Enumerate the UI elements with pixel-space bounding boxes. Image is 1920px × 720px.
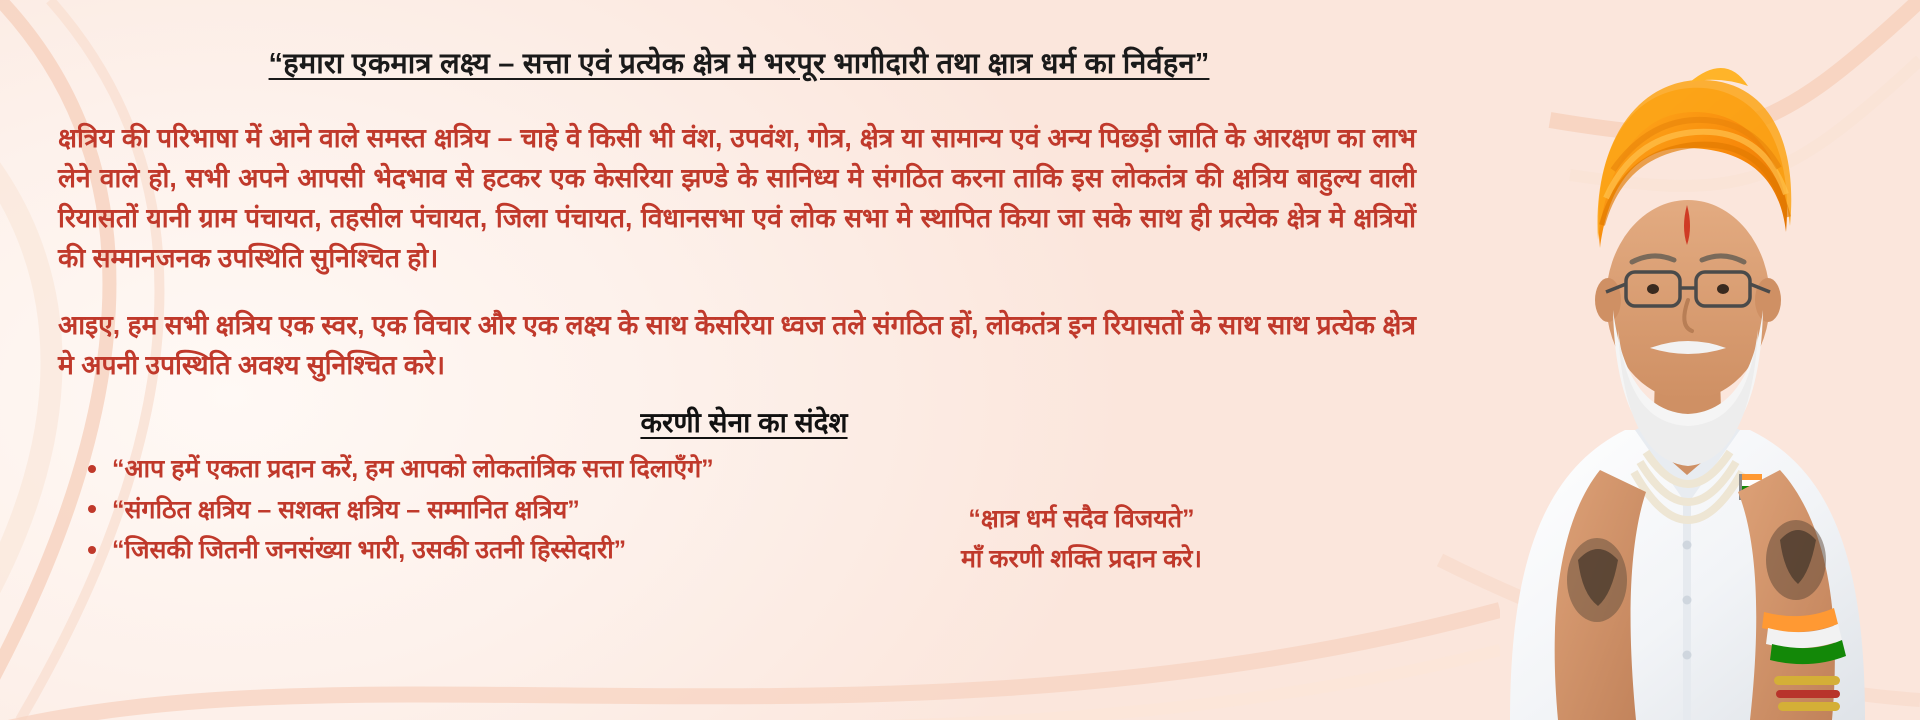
- list-item: [82, 449, 714, 490]
- bottom-row: [48, 449, 1430, 579]
- list-item: [82, 490, 714, 531]
- page-title: “हमारा एकमात्र लक्ष्य – सत्ता एवं प्रत्येक क्षेत्र मे भरपूर भागीदारी तथा क्षात्र धर्म का निर्वहन”: [268, 48, 1210, 80]
- slogan-text: “संगठित क्षत्रिय – सशक्त क्षत्रिय – सम्मानित क्षत्रिय”: [112, 495, 580, 524]
- blessing-block: [961, 499, 1202, 579]
- paragraph-definition: क्षत्रिय की परिभाषा में आने वाले समस्त क्षत्रिय – चाहे वे किसी भी वंश, उपवंश, गोत्र, क्षेत्र या सामान्य एवं अन्य पिछड़ी जाति के आरक्षण का लाभ लेने वाले हो, सभी अपने आपसी भेदभाव से हटकर एक केसरिया झण्डे के सानिध्य मे संगठित करना ताकि इस लोकतंत्र की क्षत्रिय बाहुल्य वाली रियासतों यानी ग्राम पंचायत, तहसील पंचायत, जिला पंचायत, विधानसभा एवं लोक सभा मे स्थापित किया जा सके साथ ही प्रत्येक क्षेत्र मे क्षत्रियों की सम्मानजनक उपस्थिति सुनिश्चित हो।: [58, 122, 1416, 274]
- slogan-text: “आप हमें एकता प्रदान करें, हम आपको लोकतांत्रिक सत्ता दिलाएँगे”: [112, 455, 714, 484]
- section-title-message: करणी सेना का संदेश: [640, 407, 848, 439]
- paragraph-call-to-action: आइए, हम सभी क्षत्रिय एक स्वर, एक विचार और एक लक्ष्य के साथ केसरिया ध्वज तले संगठित हों, लोकतंत्र इन रियासतों के साथ साथ प्रत्येक क्षेत्र मे अपनी उपस्थिति अवश्य सुनिश्चित करे।: [58, 309, 1416, 381]
- bullet-icon: [88, 546, 96, 554]
- bullet-icon: [88, 465, 96, 473]
- blessing-line-2: माँ करणी शक्ति प्रदान करे।: [960, 545, 1202, 574]
- slogan-list: [82, 449, 714, 571]
- bullet-icon: [88, 505, 96, 513]
- portrait-image: [1450, 0, 1920, 720]
- slogan-text: “जिसकी जितनी जनसंख्या भारी, उसकी उतनी हिस्सेदारी”: [112, 536, 627, 565]
- blessing-line-1: “क्षात्र धर्म सदैव विजयते”: [968, 505, 1195, 534]
- list-item: [82, 530, 714, 571]
